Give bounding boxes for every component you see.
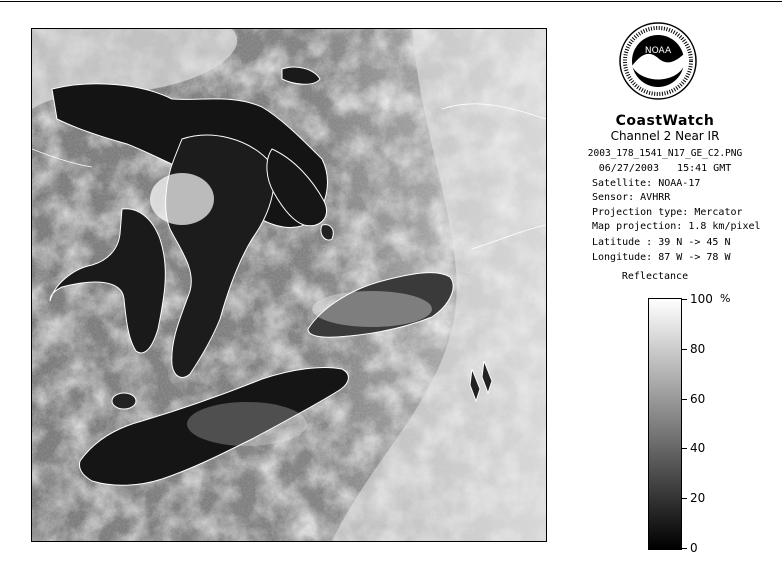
- scale-tick-mark: [682, 399, 687, 400]
- longitude-label: Longitude: 87 W -> 78 W: [592, 252, 731, 263]
- scale-tick-mark: [682, 498, 687, 499]
- scale-tick-label: 40: [690, 441, 706, 455]
- lake-saint-clair: [112, 393, 136, 409]
- datetime-label: [548, 162, 782, 176]
- scale-unit: %: [720, 292, 731, 305]
- top-border-line: [0, 1, 782, 2]
- reflectance-colorbar: [648, 298, 682, 550]
- time-value: 15:41 GMT: [677, 163, 732, 174]
- scale-tick-label: 60: [690, 392, 706, 406]
- scale-tick-label: 0: [690, 541, 698, 555]
- projection-type-label: Projection type: Mercator: [592, 207, 743, 218]
- logo-center-text: NOAA: [644, 46, 672, 56]
- map-projection-label: Map projection: 1.8 km/pixel: [592, 221, 761, 232]
- scale-tick-label: 100: [690, 292, 713, 306]
- satellite-label: Satellite: NOAA-17: [592, 178, 701, 189]
- scale-tick-mark: [682, 299, 687, 300]
- scale-tick-mark: [682, 548, 687, 549]
- product-title: CoastWatch: [615, 113, 715, 129]
- scale-tick-mark: [682, 349, 687, 350]
- satellite-image-map[interactable]: [31, 28, 547, 542]
- sensor-label: Sensor: AVHRR: [592, 192, 671, 203]
- scale-tick-label: 20: [690, 491, 706, 505]
- latitude-label: Latitude : 39 N -> 45 N: [592, 237, 731, 248]
- scale-title: Reflectance: [621, 271, 689, 282]
- channel-label: Channel 2 Near IR: [610, 129, 720, 143]
- scale-tick-mark: [682, 448, 687, 449]
- noaa-seal-icon: [619, 22, 697, 100]
- date-value: 06/27/2003: [598, 163, 659, 174]
- scale-tick-label: 80: [690, 342, 706, 356]
- filename-label: 2003_178_1541_N17_GE_C2.PNG: [587, 148, 743, 159]
